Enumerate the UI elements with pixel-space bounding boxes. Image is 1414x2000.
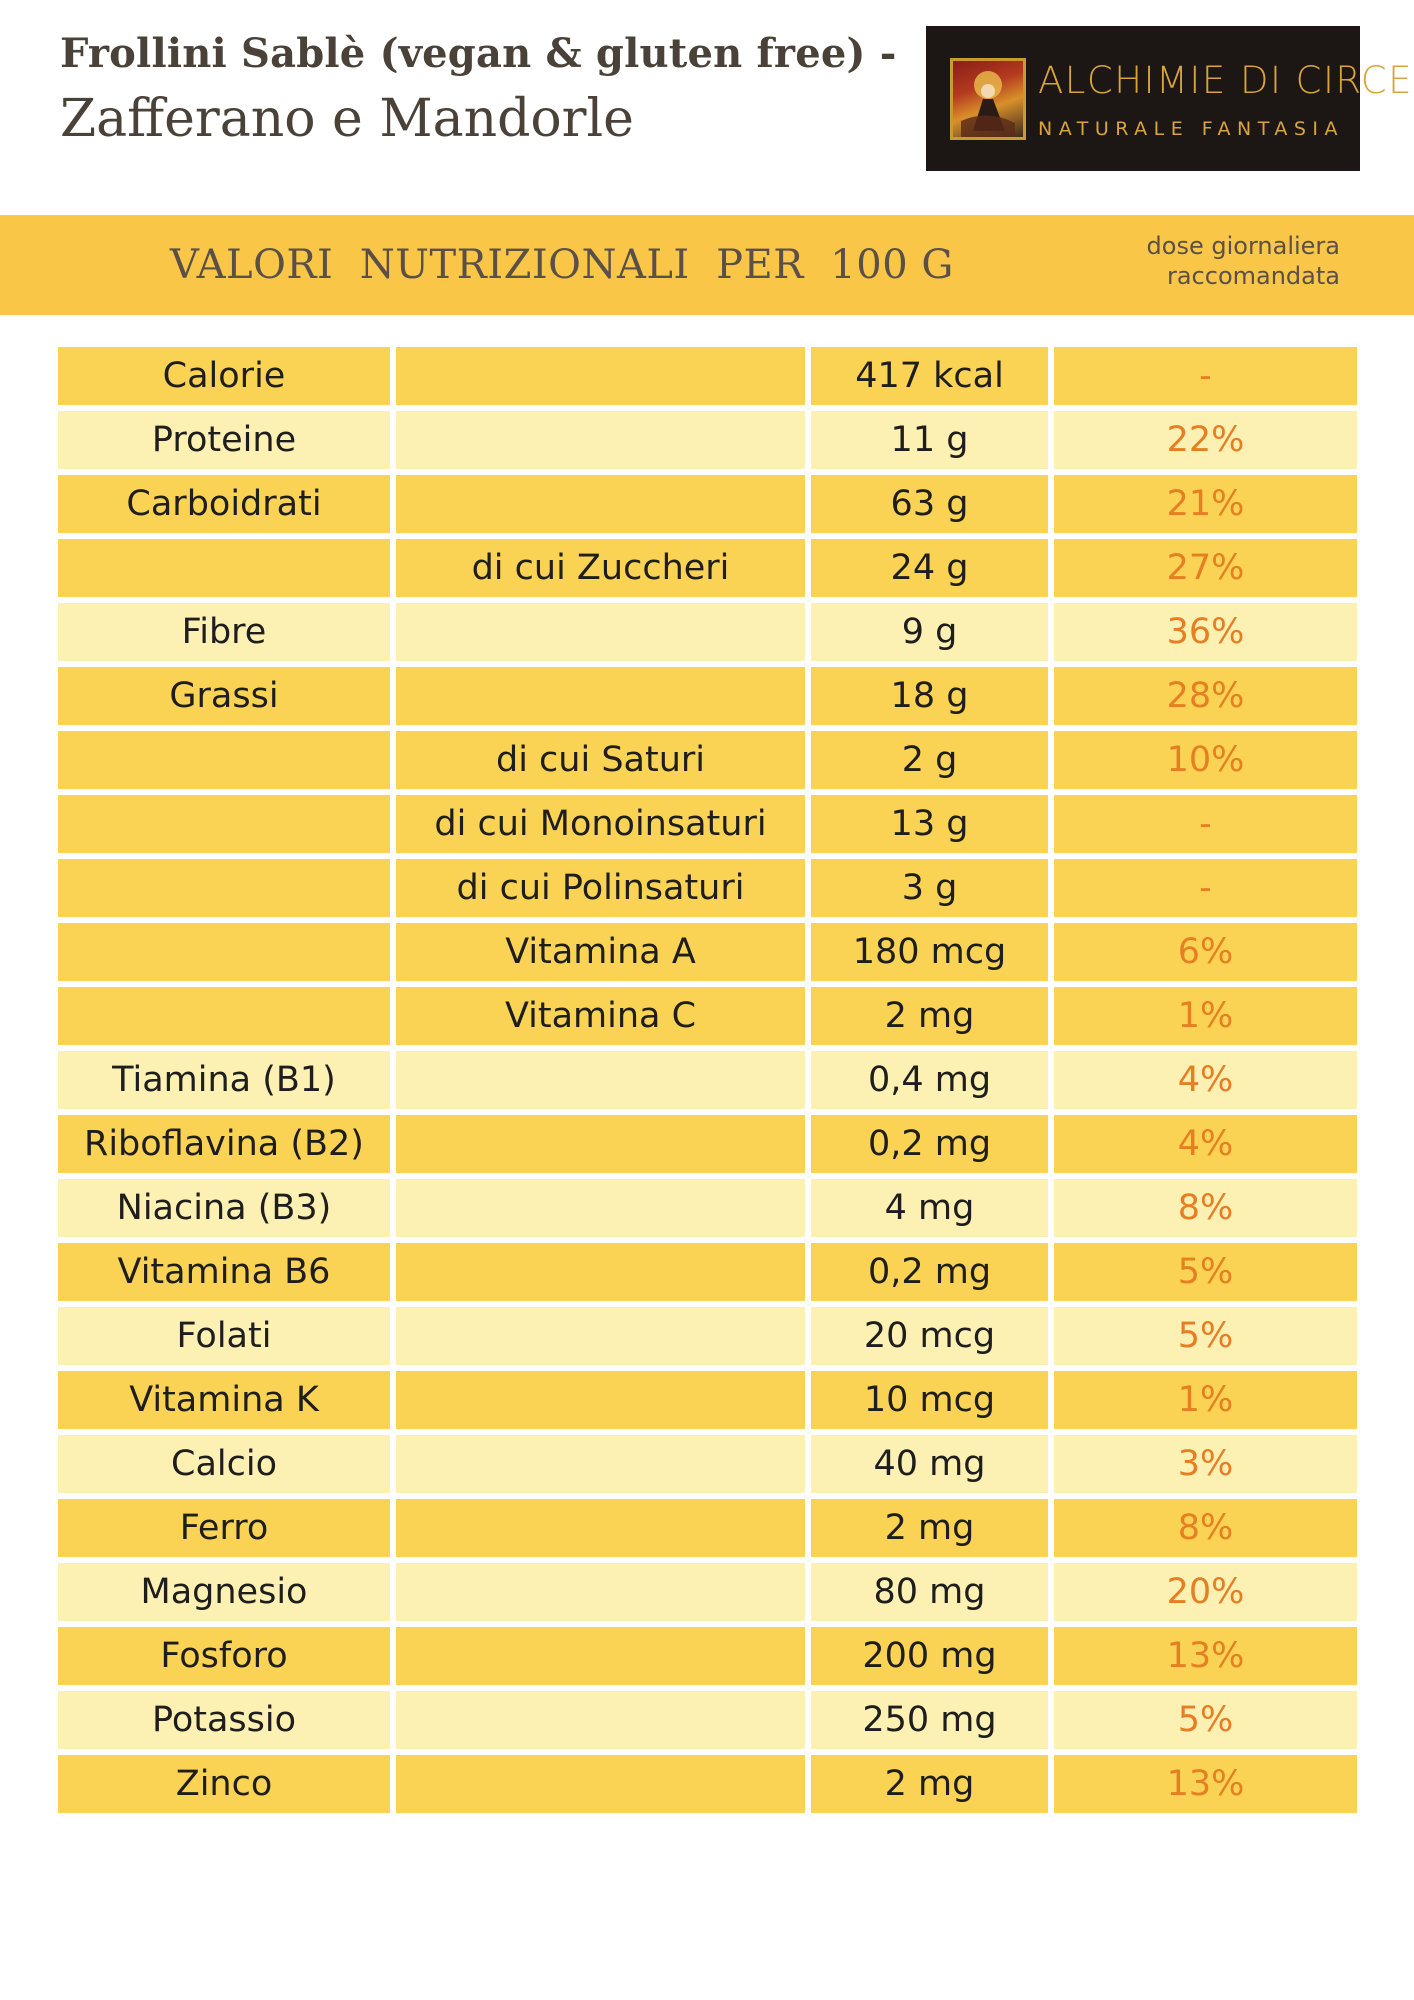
nutrient-name-cell: Vitamina K: [58, 1371, 390, 1429]
nutrient-name-cell: Grassi: [58, 667, 390, 725]
daily-percent-cell: 20%: [1054, 1563, 1357, 1621]
nutrient-value-cell: 4 mg: [811, 1179, 1048, 1237]
nutrient-name-cell: Potassio: [58, 1691, 390, 1749]
table-row: [58, 1179, 1356, 1237]
table-row: [58, 1755, 1356, 1813]
nutrient-subitem-cell: [396, 1307, 805, 1365]
table-row: [58, 539, 1356, 597]
nutrition-heading: VALORI NUTRIZIONALI PER 100 G: [170, 242, 954, 288]
nutrient-name-cell: [58, 987, 390, 1045]
daily-percent-cell: 6%: [1054, 923, 1357, 981]
daily-percent-cell: 4%: [1054, 1115, 1357, 1173]
nutrient-subitem-cell: [396, 1755, 805, 1813]
nutrient-subitem-cell: Vitamina A: [396, 923, 805, 981]
table-row: [58, 1499, 1356, 1557]
daily-percent-cell: 8%: [1054, 1499, 1357, 1557]
nutrient-name-cell: [58, 923, 390, 981]
nutrient-subitem-cell: [396, 347, 805, 405]
nutrient-value-cell: 24 g: [811, 539, 1048, 597]
nutrient-name-cell: Ferro: [58, 1499, 390, 1557]
daily-percent-cell: 36%: [1054, 603, 1357, 661]
nutrient-value-cell: 417 kcal: [811, 347, 1048, 405]
table-row: [58, 1115, 1356, 1173]
nutrient-subitem-cell: di cui Zuccheri: [396, 539, 805, 597]
table-row: [58, 411, 1356, 469]
nutrient-subitem-cell: di cui Monoinsaturi: [396, 795, 805, 853]
table-row: [58, 923, 1356, 981]
nutrient-name-cell: Proteine: [58, 411, 390, 469]
nutrient-value-cell: 0,2 mg: [811, 1115, 1048, 1173]
nutrient-subitem-cell: [396, 1627, 805, 1685]
nutrient-name-cell: [58, 539, 390, 597]
daily-percent-cell: 1%: [1054, 987, 1357, 1045]
nutrient-value-cell: 250 mg: [811, 1691, 1048, 1749]
nutrient-name-cell: [58, 859, 390, 917]
nutrient-value-cell: 40 mg: [811, 1435, 1048, 1493]
nutrient-value-cell: 3 g: [811, 859, 1048, 917]
nutrient-value-cell: 10 mcg: [811, 1371, 1048, 1429]
nutrient-value-cell: 0,4 mg: [811, 1051, 1048, 1109]
nutrient-subitem-cell: [396, 1691, 805, 1749]
nutrient-subitem-cell: [396, 1179, 805, 1237]
daily-percent-cell: 27%: [1054, 539, 1357, 597]
table-row: [58, 603, 1356, 661]
nutrient-subitem-cell: [396, 1243, 805, 1301]
table-row: [58, 1627, 1356, 1685]
nutrient-name-cell: Calorie: [58, 347, 390, 405]
table-row: [58, 1563, 1356, 1621]
daily-percent-cell: 21%: [1054, 475, 1357, 533]
nutrient-name-cell: Riboflavina (B2): [58, 1115, 390, 1173]
nutrient-value-cell: 9 g: [811, 603, 1048, 661]
daily-percent-cell: 28%: [1054, 667, 1357, 725]
table-row: [58, 667, 1356, 725]
nutrient-subitem-cell: [396, 1563, 805, 1621]
daily-percent-cell: 13%: [1054, 1755, 1357, 1813]
daily-percent-cell: 10%: [1054, 731, 1357, 789]
daily-percent-cell: -: [1054, 795, 1357, 853]
product-title-line1: Frollini Sablè (vegan & gluten free) -: [60, 30, 897, 77]
nutrient-subitem-cell: [396, 1435, 805, 1493]
product-title: [60, 24, 897, 154]
nutrient-subitem-cell: [396, 1499, 805, 1557]
nutrient-name-cell: Vitamina B6: [58, 1243, 390, 1301]
nutrient-value-cell: 18 g: [811, 667, 1048, 725]
nutrient-name-cell: Magnesio: [58, 1563, 390, 1621]
nutrient-value-cell: 13 g: [811, 795, 1048, 853]
table-row: [58, 1371, 1356, 1429]
nutrient-name-cell: Fibre: [58, 603, 390, 661]
nutrient-value-cell: 2 g: [811, 731, 1048, 789]
nutrient-name-cell: Zinco: [58, 1755, 390, 1813]
daily-percent-cell: 5%: [1054, 1691, 1357, 1749]
product-title-line2: Zafferano e Mandorle: [60, 89, 634, 149]
nutrient-subitem-cell: di cui Saturi: [396, 731, 805, 789]
nutrient-value-cell: 2 mg: [811, 1755, 1048, 1813]
nutrition-header-band: [0, 215, 1414, 315]
daily-percent-cell: 1%: [1054, 1371, 1357, 1429]
nutrient-value-cell: 2 mg: [811, 1499, 1048, 1557]
nutrient-subitem-cell: [396, 411, 805, 469]
nutrition-table: [58, 347, 1356, 1819]
nutrient-subitem-cell: di cui Polinsaturi: [396, 859, 805, 917]
nutrient-name-cell: Fosforo: [58, 1627, 390, 1685]
nutrient-subitem-cell: [396, 1115, 805, 1173]
nutrient-subitem-cell: [396, 475, 805, 533]
nutrient-subitem-cell: [396, 667, 805, 725]
nutrient-subitem-cell: [396, 1371, 805, 1429]
logo-tagline: NATURALE FANTASIA: [1038, 118, 1344, 140]
daily-percent-cell: 22%: [1054, 411, 1357, 469]
nutrient-value-cell: 20 mcg: [811, 1307, 1048, 1365]
nutrient-value-cell: 63 g: [811, 475, 1048, 533]
daily-percent-cell: 3%: [1054, 1435, 1357, 1493]
table-row: [58, 1307, 1356, 1365]
nutrient-value-cell: 200 mg: [811, 1627, 1048, 1685]
daily-percent-cell: 5%: [1054, 1307, 1357, 1365]
logo-illustration-icon: [950, 58, 1026, 140]
nutrient-name-cell: Tiamina (B1): [58, 1051, 390, 1109]
nutrient-name-cell: Folati: [58, 1307, 390, 1365]
daily-percent-cell: 4%: [1054, 1051, 1357, 1109]
nutrient-subitem-cell: [396, 603, 805, 661]
nutrient-name-cell: Carboidrati: [58, 475, 390, 533]
table-row: [58, 1691, 1356, 1749]
nutrient-value-cell: 2 mg: [811, 987, 1048, 1045]
nutrient-name-cell: Niacina (B3): [58, 1179, 390, 1237]
daily-percent-cell: 5%: [1054, 1243, 1357, 1301]
table-row: [58, 1243, 1356, 1301]
daily-dose-label: [1147, 231, 1340, 291]
table-row: [58, 475, 1356, 533]
nutrient-value-cell: 0,2 mg: [811, 1243, 1048, 1301]
daily-percent-cell: -: [1054, 347, 1357, 405]
daily-percent-cell: 8%: [1054, 1179, 1357, 1237]
nutrient-name-cell: Calcio: [58, 1435, 390, 1493]
nutrient-value-cell: 180 mcg: [811, 923, 1048, 981]
table-row: [58, 987, 1356, 1045]
table-row: [58, 1051, 1356, 1109]
table-row: [58, 347, 1356, 405]
daily-dose-line1: dose giornaliera: [1146, 232, 1340, 260]
nutrient-value-cell: 80 mg: [811, 1563, 1048, 1621]
daily-percent-cell: 13%: [1054, 1627, 1357, 1685]
table-row: [58, 1435, 1356, 1493]
nutrient-value-cell: 11 g: [811, 411, 1048, 469]
table-row: [58, 859, 1356, 917]
daily-dose-line2: raccomandata: [1166, 262, 1340, 290]
daily-percent-cell: -: [1054, 859, 1357, 917]
table-row: [58, 731, 1356, 789]
brand-logo: [926, 26, 1413, 171]
nutrient-subitem-cell: Vitamina C: [396, 987, 805, 1045]
nutrient-subitem-cell: [396, 1051, 805, 1109]
table-row: [58, 795, 1356, 853]
nutrient-name-cell: [58, 731, 390, 789]
nutrient-name-cell: [58, 795, 390, 853]
logo-brand-text: ALCHIMIE DI CIRCE: [1038, 59, 1413, 102]
